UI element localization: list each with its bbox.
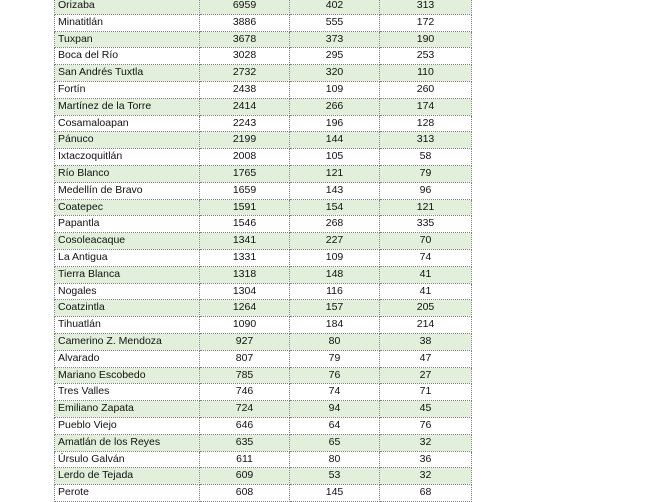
municipality-cell[interactable]: Coatepec (55, 199, 200, 216)
value-b-cell[interactable]: 148 (290, 266, 380, 283)
municipality-cell[interactable]: Tuxpan (55, 31, 200, 48)
value-b-cell[interactable]: 53 (290, 468, 380, 485)
table-row (55, 333, 472, 350)
value-a-cell[interactable]: 724 (200, 401, 290, 418)
value-a-cell[interactable]: 3028 (200, 48, 290, 65)
value-c-cell[interactable]: 41 (380, 283, 472, 300)
municipality-cell[interactable]: Cosamaloapan (55, 115, 200, 132)
value-b-cell[interactable]: 105 (290, 149, 380, 166)
value-b-cell[interactable]: 80 (290, 451, 380, 468)
table-row (55, 149, 472, 166)
value-c-cell[interactable]: 47 (380, 350, 472, 367)
table-row (55, 115, 472, 132)
municipality-cell[interactable]: Tierra Blanca (55, 266, 200, 283)
value-c-cell[interactable]: 32 (380, 468, 472, 485)
municipality-data-table (54, 0, 472, 502)
value-a-cell[interactable]: 1304 (200, 283, 290, 300)
spreadsheet-page (54, 0, 471, 502)
municipality-cell[interactable]: Tres Valles (55, 384, 200, 401)
table-row (55, 317, 472, 334)
table-row (55, 182, 472, 199)
value-c-cell[interactable]: 260 (380, 81, 472, 98)
municipality-cell[interactable]: Medellín de Bravo (55, 182, 200, 199)
value-c-cell[interactable]: 38 (380, 333, 472, 350)
value-b-cell[interactable]: 157 (290, 300, 380, 317)
value-a-cell[interactable]: 3678 (200, 31, 290, 48)
table-row (55, 216, 472, 233)
municipality-cell[interactable]: Emiliano Zapata (55, 401, 200, 418)
value-b-cell[interactable]: 144 (290, 132, 380, 149)
table-row (55, 468, 472, 485)
table-row (55, 98, 472, 115)
value-c-cell[interactable]: 313 (380, 132, 472, 149)
value-b-cell[interactable]: 94 (290, 401, 380, 418)
table-row (55, 165, 472, 182)
value-c-cell[interactable]: 41 (380, 266, 472, 283)
value-b-cell[interactable]: 266 (290, 98, 380, 115)
value-a-cell[interactable]: 2414 (200, 98, 290, 115)
value-c-cell[interactable]: 76 (380, 417, 472, 434)
table-row (55, 451, 472, 468)
value-a-cell[interactable]: 646 (200, 417, 290, 434)
value-a-cell[interactable]: 611 (200, 451, 290, 468)
municipality-cell[interactable]: Ixtaczoquitlán (55, 149, 200, 166)
value-b-cell[interactable]: 373 (290, 31, 380, 48)
table-row (55, 300, 472, 317)
municipality-cell[interactable]: Río Blanco (55, 165, 200, 182)
municipality-cell[interactable]: Nogales (55, 283, 200, 300)
value-c-cell[interactable]: 190 (380, 31, 472, 48)
table-row (55, 283, 472, 300)
table-row (55, 14, 472, 31)
value-a-cell[interactable]: 635 (200, 434, 290, 451)
municipality-cell[interactable]: Cosoleacaque (55, 233, 200, 250)
value-c-cell[interactable]: 79 (380, 165, 472, 182)
value-a-cell[interactable]: 608 (200, 485, 290, 502)
value-c-cell[interactable]: 121 (380, 199, 472, 216)
table-row (55, 266, 472, 283)
value-c-cell[interactable]: 27 (380, 367, 472, 384)
value-b-cell[interactable]: 196 (290, 115, 380, 132)
value-b-cell[interactable]: 145 (290, 485, 380, 502)
value-b-cell[interactable]: 184 (290, 317, 380, 334)
value-a-cell[interactable]: 807 (200, 350, 290, 367)
table-row (55, 0, 472, 14)
value-a-cell[interactable]: 927 (200, 333, 290, 350)
value-a-cell[interactable]: 6959 (200, 0, 290, 14)
municipality-cell[interactable]: Camerino Z. Mendoza (55, 333, 200, 350)
value-a-cell[interactable]: 2008 (200, 149, 290, 166)
table-row (55, 249, 472, 266)
municipality-cell[interactable]: Fortín (55, 81, 200, 98)
municipality-cell[interactable]: Minatitlán (55, 14, 200, 31)
value-c-cell[interactable]: 58 (380, 149, 472, 166)
value-b-cell[interactable]: 64 (290, 417, 380, 434)
value-a-cell[interactable]: 1331 (200, 249, 290, 266)
value-a-cell[interactable]: 1765 (200, 165, 290, 182)
municipality-cell[interactable]: Coatzintla (55, 300, 200, 317)
value-b-cell[interactable]: 555 (290, 14, 380, 31)
municipality-cell[interactable]: Boca del Río (55, 48, 200, 65)
table-row (55, 199, 472, 216)
municipality-cell[interactable]: Martínez de la Torre (55, 98, 200, 115)
value-a-cell[interactable]: 785 (200, 367, 290, 384)
value-c-cell[interactable]: 172 (380, 14, 472, 31)
value-b-cell[interactable]: 76 (290, 367, 380, 384)
value-c-cell[interactable]: 45 (380, 401, 472, 418)
value-a-cell[interactable]: 1090 (200, 317, 290, 334)
value-a-cell[interactable]: 1546 (200, 216, 290, 233)
table-row (55, 367, 472, 384)
value-b-cell[interactable]: 402 (290, 0, 380, 14)
table-row (55, 31, 472, 48)
value-a-cell[interactable]: 609 (200, 468, 290, 485)
value-c-cell[interactable]: 70 (380, 233, 472, 250)
value-b-cell[interactable]: 109 (290, 81, 380, 98)
value-c-cell[interactable]: 110 (380, 65, 472, 82)
municipality-cell[interactable]: Úrsulo Galván (55, 451, 200, 468)
table-row (55, 65, 472, 82)
value-b-cell[interactable]: 320 (290, 65, 380, 82)
table-row (55, 81, 472, 98)
value-a-cell[interactable]: 1591 (200, 199, 290, 216)
value-c-cell[interactable]: 253 (380, 48, 472, 65)
value-b-cell[interactable]: 80 (290, 333, 380, 350)
value-a-cell[interactable]: 3886 (200, 14, 290, 31)
value-c-cell[interactable]: 335 (380, 216, 472, 233)
table-row (55, 350, 472, 367)
value-a-cell[interactable]: 1264 (200, 300, 290, 317)
value-b-cell[interactable]: 295 (290, 48, 380, 65)
table-row (55, 434, 472, 451)
table-body (55, 0, 472, 501)
value-c-cell[interactable]: 74 (380, 249, 472, 266)
municipality-cell[interactable]: San Andrés Tuxtla (55, 65, 200, 82)
municipality-cell[interactable]: Mariano Escobedo (55, 367, 200, 384)
municipality-cell[interactable]: La Antigua (55, 249, 200, 266)
value-b-cell[interactable]: 227 (290, 233, 380, 250)
value-c-cell[interactable]: 174 (380, 98, 472, 115)
table-row (55, 132, 472, 149)
value-b-cell[interactable]: 154 (290, 199, 380, 216)
value-b-cell[interactable]: 268 (290, 216, 380, 233)
municipality-cell[interactable]: Pueblo Viejo (55, 417, 200, 434)
municipality-cell[interactable]: Pánuco (55, 132, 200, 149)
value-c-cell[interactable]: 71 (380, 384, 472, 401)
value-b-cell[interactable]: 74 (290, 384, 380, 401)
table-row (55, 417, 472, 434)
municipality-cell[interactable]: Alvarado (55, 350, 200, 367)
value-b-cell[interactable]: 79 (290, 350, 380, 367)
value-b-cell[interactable]: 121 (290, 165, 380, 182)
value-b-cell[interactable]: 143 (290, 182, 380, 199)
value-a-cell[interactable]: 2732 (200, 65, 290, 82)
municipality-cell[interactable]: Amatlán de los Reyes (55, 434, 200, 451)
value-c-cell[interactable]: 128 (380, 115, 472, 132)
value-a-cell[interactable]: 1341 (200, 233, 290, 250)
value-c-cell[interactable]: 205 (380, 300, 472, 317)
value-c-cell[interactable]: 96 (380, 182, 472, 199)
value-b-cell[interactable]: 116 (290, 283, 380, 300)
municipality-cell[interactable]: Orizaba (55, 0, 200, 14)
municipality-cell[interactable]: Lerdo de Tejada (55, 468, 200, 485)
value-c-cell[interactable]: 214 (380, 317, 472, 334)
value-c-cell[interactable]: 36 (380, 451, 472, 468)
value-a-cell[interactable]: 2199 (200, 132, 290, 149)
table-row (55, 48, 472, 65)
municipality-cell[interactable]: Perote (55, 485, 200, 502)
value-c-cell[interactable]: 32 (380, 434, 472, 451)
table-row (55, 233, 472, 250)
value-a-cell[interactable]: 746 (200, 384, 290, 401)
value-c-cell[interactable]: 313 (380, 0, 472, 14)
table-row (55, 384, 472, 401)
value-a-cell[interactable]: 2438 (200, 81, 290, 98)
municipality-cell[interactable]: Tihuatlán (55, 317, 200, 334)
value-a-cell[interactable]: 1659 (200, 182, 290, 199)
value-b-cell[interactable]: 109 (290, 249, 380, 266)
table-row (55, 485, 472, 502)
value-a-cell[interactable]: 2243 (200, 115, 290, 132)
value-a-cell[interactable]: 1318 (200, 266, 290, 283)
value-b-cell[interactable]: 65 (290, 434, 380, 451)
municipality-cell[interactable]: Papantla (55, 216, 200, 233)
value-c-cell[interactable]: 68 (380, 485, 472, 502)
table-row (55, 401, 472, 418)
